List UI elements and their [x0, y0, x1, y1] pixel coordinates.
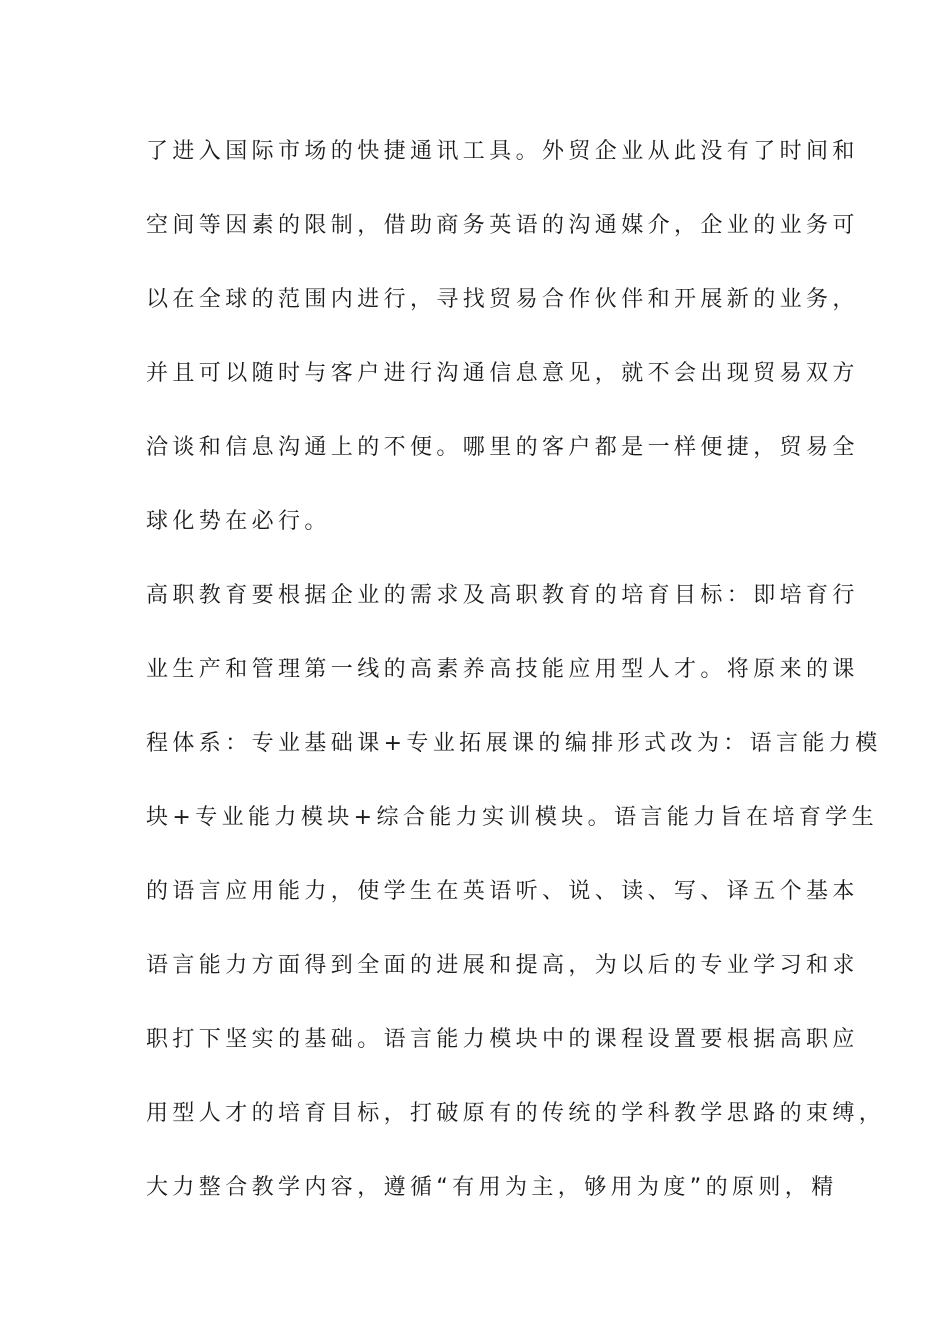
text-line: 球化势在必行。: [146, 509, 331, 534]
text-line: 并且可以随时与客户进行沟通信息意见，就不会出现贸易双方: [146, 361, 859, 386]
text-line: 了进入国际市场的快捷通讯工具。外贸企业从此没有了时间和: [146, 139, 859, 164]
text-line: 语言能力方面得到全面的进展和提高，为以后的专业学习和求: [146, 953, 859, 978]
text-line: 职打下坚实的基础。语言能力模块中的课程设置要根据高职应: [146, 1027, 859, 1052]
text-line: 用型人才的培育目标，打破原有的传统的学科教学思路的束缚，: [146, 1101, 886, 1126]
text-line: 高职教育要根据企业的需求及高职教育的培育目标：即培育行: [146, 583, 859, 608]
text-line: 大力整合教学内容，遵循“有用为主，够用为度”的原则，精: [146, 1175, 838, 1200]
text-line: 的语言应用能力，使学生在英语听、说、读、写、译五个基本: [146, 879, 859, 904]
text-line: 块+专业能力模块+综合能力实训模块。语言能力旨在培育学生: [146, 805, 879, 830]
text-line: 洽谈和信息沟通上的不便。哪里的客户都是一样便捷，贸易全: [146, 435, 859, 460]
text-line: 以在全球的范围内进行，寻找贸易合作伙伴和开展新的业务，: [146, 287, 859, 312]
text-line: 空间等因素的限制，借助商务英语的沟通媒介，企业的业务可: [146, 213, 859, 238]
text-line: 程体系：专业基础课+专业拓展课的编排形式改为：语言能力模: [146, 731, 882, 756]
text-line: 业生产和管理第一线的高素养高技能应用型人才。将原来的课: [146, 657, 859, 682]
